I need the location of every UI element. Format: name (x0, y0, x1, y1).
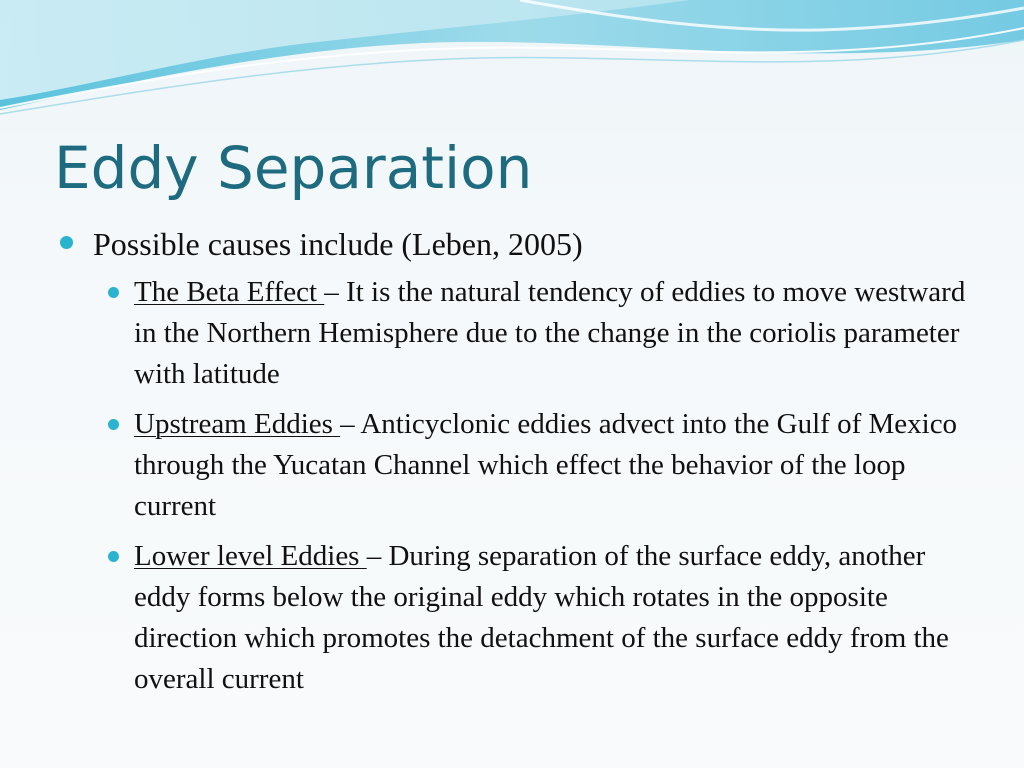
subpoint-beta-effect (134, 272, 974, 395)
bullet-dot-icon (108, 287, 119, 298)
bullet-dot-icon (108, 419, 119, 430)
subpoint-text: – During separation of the surface eddy, another eddy forms below the original eddy which rotates in the opposite direction which promotes the detachment of the surface eddy from the overall current (134, 540, 949, 695)
bullet-dot-icon (108, 551, 119, 562)
slide-title: Eddy Separation (54, 134, 533, 202)
bullet-text: Possible causes include (Leben, 2005) (93, 226, 583, 262)
subpoint-term: The Beta Effect (134, 276, 325, 308)
slide-content (60, 222, 980, 709)
subpoint-text: – It is the natural tendency of eddies to move westward in the Northern Hemisphere due to the change in the coriolis parameter with latitude (134, 276, 966, 390)
subpoint-text: – Anticyclonic eddies advect into the Gulf of Mexico through the Yucatan Channel which effect the behavior of the loop current (134, 408, 958, 522)
header-wave-decoration (0, 0, 1024, 120)
bullet-level-1 (60, 222, 980, 266)
subpoint-lower-level-eddies (134, 536, 974, 700)
subpoint-upstream-eddies (134, 404, 974, 527)
bullet-dot-icon (60, 236, 73, 249)
subpoint-term: Upstream Eddies (134, 408, 341, 440)
subpoint-term: Lower level Eddies (134, 540, 367, 572)
subpoint-list (60, 272, 980, 700)
